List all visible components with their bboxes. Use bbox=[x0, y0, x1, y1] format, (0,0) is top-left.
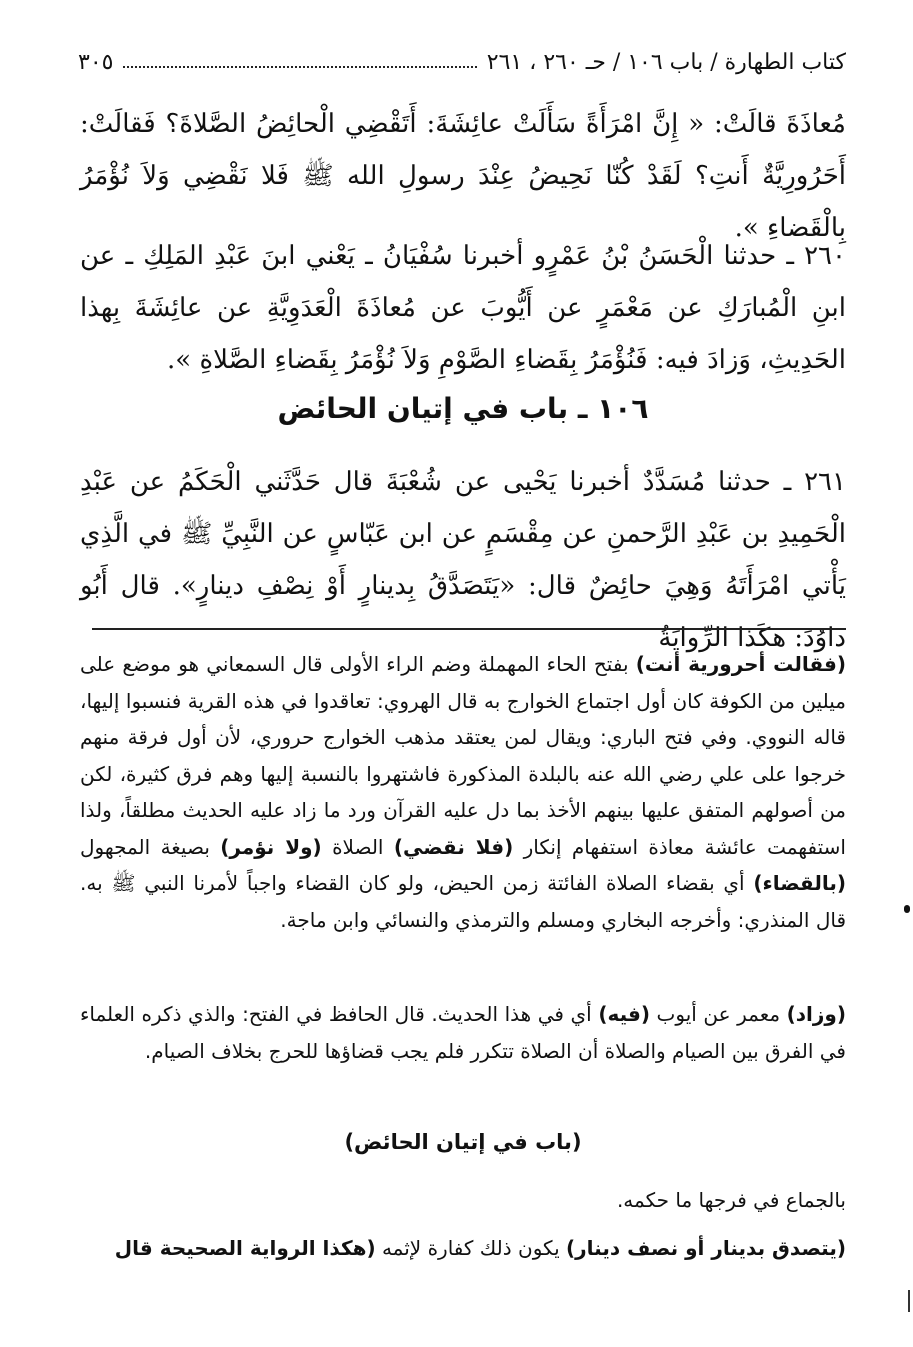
chapter-heading: ١٠٦ ـ باب في إتيان الحائض bbox=[277, 392, 649, 425]
commentary-text: الصلاة bbox=[321, 834, 394, 859]
commentary-chapter-heading: (باب في إتيان الحائض) bbox=[344, 1130, 582, 1154]
commentary-lemma: (يتصدق بدينار أو نصف دينار) bbox=[566, 1236, 846, 1260]
commentary-lemma: (بالقضاء) bbox=[753, 871, 846, 895]
hadith-259-ending: مُعاذَةَ قالَتْ: « إِنَّ امْرَأَةً سَأَلَتْ عائِشَةَ: أَتَقْضِي الْحائِضُ الصَّلاةَ؟ فَقالَتْ: أَحَرُورِيَّةٌ أَنتِ؟ لَقَدْ كُنّا نَحِيضُ عِنْدَ رسولِ الله ﷺ فَلا نَقْضِي وَلاَ نُؤْمَرُ بِالْقَضاءِ ». bbox=[80, 109, 846, 243]
hadith-261: ٢٦١ ـ حدثنا مُسَدَّدٌ أخبرنا يَحْيى عن شُعْبَةَ قال حَدَّثَني الْحَكَمُ عن عَبْدِ الْحَمِيدِ بن عَبْدِ الرَّحمنِ عن مِقْسَمٍ عن ابن عَبّاسٍ عن النَّبِيِّ ﷺ في الَّذِي يَأْتي امْرَأَتَهُ وَهِيَ حائِضٌ قال: «يَتَصَدَّقُ بِدينارٍ أَوْ نِصْفِ دينارٍ». قال أَبُو داوُدَ: هكَذا الرِّوايَةُ bbox=[80, 467, 846, 653]
hadith-260: ٢٦٠ ـ حدثنا الْحَسَنُ بْنُ عَمْرٍو أخبرنا سُفْيَانُ ـ يَعْني ابنَ عَبْدِ المَلِكِ ـ عن ابنِ الْمُبارَكِ عن مَعْمَرٍ عن أَيُّوبَ عن مُعاذَةَ الْعَدَوِيَّةِ عن عائِشَةَ بِهذا الحَدِيثِ، وَزادَ فيه: فَنُؤْمَرُ بِقَضاءِ الصَّوْمِ وَلاَ نُؤْمَرُ بِقَضاءِ الصَّلاةِ ». bbox=[80, 241, 846, 375]
header-dot-leader bbox=[123, 56, 476, 68]
commentary-text: أي بقضاء الصلاة الفائتة زمن الحيض، ولو كان القضاء واجباً لأمرنا النبي ﷺ به. قال المنذري: وأخرجه البخاري ومسلم والترمذي والنسائي وابن ماجة. bbox=[80, 871, 846, 932]
commentary-paragraph-2 bbox=[80, 996, 846, 1069]
commentary-lemma: (هكذا الرواية الصحيحة قال bbox=[114, 1236, 376, 1260]
commentary-lemma: (فقالت أحرورية أنت) bbox=[635, 652, 846, 676]
running-title: كتاب الطهارة / باب ١٠٦ / حـ ٢٦٠ ، ٢٦١ bbox=[486, 49, 846, 75]
commentary-paragraph-4 bbox=[80, 1230, 846, 1267]
commentary-text: أي في هذا الحديث. قال الحافظ في الفتح: والذي ذكره العلماء في الفرق بين الصيام والصلاة أن الصلاة تتكرر فلم يجب قضاؤها للحرج بخلاف الصيام. bbox=[80, 1002, 846, 1063]
commentary-lemma: (فيه) bbox=[598, 1002, 650, 1026]
commentary-text: بفتح الحاء المهملة وضم الراء الأولى قال السمعاني هو موضع على ميلين من الكوفة كان أول اجتماع الخوارج به قال الهروي: تعاقدوا في هذه القرية فنسبوا إليها، قاله النووي. وفي فتح الباري: ويقال لمن يعتقد مذهب الخوارج حروري، لأن أول فرقة منهم خرجوا على علي رضي الله عنه بالبلدة المذكورة فاشتهروا بالنسبة إليها وهم فرق كثيرة، لكن من أصولهم المتفق عليها بينهم الأخذ بما دل عليه القرآن ورد ما زاد عليه الحديث مطلقاً، ولذا استفهمت عائشة معاذة استفهام إنكار bbox=[80, 652, 846, 859]
running-header bbox=[78, 42, 846, 82]
commentary-lemma: (ولا نؤمر) bbox=[220, 834, 322, 859]
margin-mark bbox=[908, 1290, 910, 1312]
commentary-lemma: (وزاد) bbox=[786, 1002, 846, 1026]
commentary-text: بصيغة المجهول bbox=[80, 834, 221, 859]
footnote-divider bbox=[92, 628, 846, 630]
page-number: ٣٠٥ bbox=[78, 49, 114, 75]
margin-mark bbox=[904, 905, 910, 913]
commentary-lemma: (فلا نقضي) bbox=[393, 834, 514, 859]
commentary-paragraph-1 bbox=[80, 646, 846, 938]
commentary-text: يكون ذلك كفارة لإثمه bbox=[375, 1236, 566, 1260]
commentary-paragraph-3: بالجماع في فرجها ما حكمه. bbox=[616, 1188, 846, 1212]
commentary-text: معمر عن أيوب bbox=[649, 1002, 787, 1026]
